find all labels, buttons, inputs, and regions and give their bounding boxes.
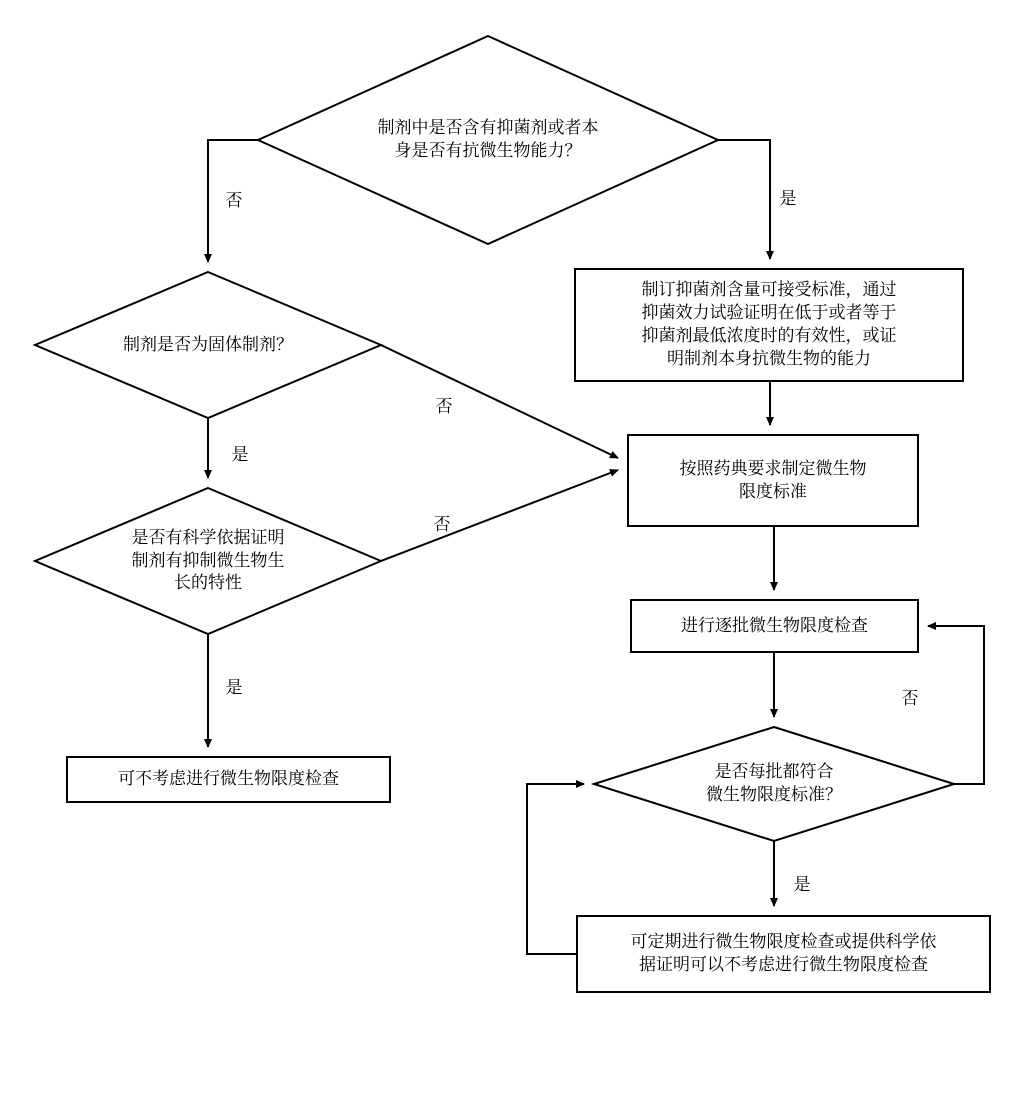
decision-label-d1: 制剂中是否含有抑菌剂或者本 身是否有抗微生物能力？ (377, 118, 599, 160)
decision-shape-d2 (35, 272, 381, 418)
process-shape-p1 (575, 269, 963, 381)
process-label-p3: 进行逐批微生物限度检查 (681, 615, 868, 635)
decision-shape-d1 (258, 36, 718, 244)
process-label-p5: 可不考虑进行微生物限度检查 (118, 769, 339, 789)
process-shape-p2 (628, 435, 918, 526)
process-shape-p5 (67, 757, 390, 802)
process-label-p4: 可定期进行微生物限度检查或提供科学依 据证明可以不考虑进行微生物限度检查 (630, 932, 937, 974)
edge-label-d2-no: 否 (435, 397, 453, 416)
connector-d4-no-p3 (928, 626, 984, 784)
edge-label-d2-yes: 是 (231, 445, 249, 464)
decision-shape-d3 (35, 488, 381, 634)
edge-label-d4-yes: 是 (793, 875, 811, 894)
decision-shape-d4 (594, 727, 954, 841)
process-shape-p3 (631, 600, 918, 652)
edge-label-d1-yes: 是 (779, 189, 797, 208)
process-label-p2: 按照药典要求制定微生物 限度标准 (679, 458, 867, 501)
process-shape-p4 (577, 916, 990, 992)
connector-d1-yes-p1 (718, 140, 770, 259)
decision-label-d3: 是否有科学依据证明 制剂有抑制微生物生 长的特性 (131, 527, 285, 593)
process-label-p1: 制订抑菌剂含量可接受标准，通过 抑菌效力试验证明在低于或者等于 抑菌剂最低浓度时的有效性，或证 明制剂本身抗微生物的能力 (641, 280, 897, 368)
decision-label-d2: 制剂是否为固体制剂？ (123, 334, 293, 354)
edge-label-d3-no: 否 (433, 515, 451, 534)
decision-label-d4: 是否每批都符合 微生物限度标准？ (706, 762, 842, 804)
edge-label-d1-no: 否 (225, 191, 243, 210)
edge-label-d4-no: 否 (901, 689, 919, 708)
connector-p4-d4 (527, 784, 584, 954)
connector-d3-no-p2 (381, 470, 618, 561)
edge-label-d3-yes: 是 (225, 678, 243, 697)
